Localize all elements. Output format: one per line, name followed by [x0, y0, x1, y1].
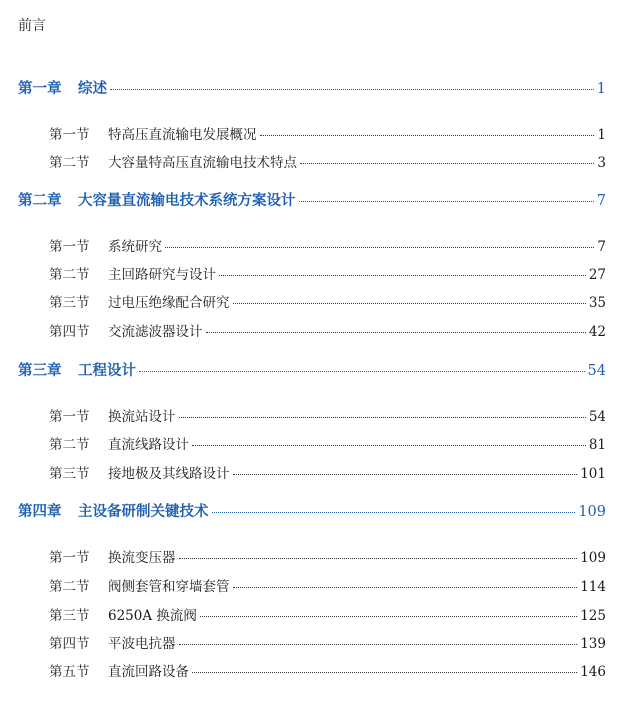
toc-section-1-2[interactable]	[49, 151, 606, 171]
section-number: 第一节	[49, 127, 90, 143]
section-number: 第二节	[49, 267, 90, 283]
toc-section-4-2[interactable]	[49, 575, 606, 595]
section-page-number: 7	[597, 239, 606, 255]
toc-chapter-1[interactable]	[18, 77, 606, 99]
dot-leader	[139, 371, 585, 372]
section-page-number: 27	[588, 267, 606, 283]
chapter-page-number: 54	[587, 363, 606, 379]
toc-section-4-1[interactable]	[49, 546, 606, 566]
section-title: 接地极及其线路设计	[108, 466, 230, 482]
chapter-number: 第一章	[18, 81, 62, 97]
preface-heading: 前言	[18, 18, 46, 34]
chapter-page-number: 1	[596, 81, 606, 97]
section-page-number: 125	[580, 608, 606, 624]
chapter-page-number: 7	[596, 193, 606, 209]
toc-section-2-4[interactable]	[49, 320, 606, 340]
section-page-number: 101	[580, 466, 606, 482]
section-page-number: 146	[580, 664, 606, 680]
section-number: 第四节	[49, 636, 90, 652]
toc-section-1-1[interactable]	[49, 123, 606, 143]
toc-section-3-2[interactable]	[49, 433, 606, 453]
section-title: 直流线路设计	[108, 437, 189, 453]
chapter-number: 第三章	[18, 363, 62, 379]
chapter-page-number: 109	[578, 504, 606, 520]
chapter-title: 大容量直流输电技术系统方案设计	[78, 193, 296, 209]
toc-chapter-4[interactable]	[18, 500, 606, 522]
toc-section-2-3[interactable]	[49, 291, 606, 311]
section-number: 第三节	[49, 466, 90, 482]
section-number: 第一节	[49, 550, 90, 566]
toc-section-3-1[interactable]	[49, 405, 606, 425]
dot-leader	[192, 672, 577, 673]
section-title: 特高压直流输电发展概况	[108, 127, 257, 143]
dot-leader	[200, 616, 577, 617]
section-title: 直流回路设备	[108, 664, 189, 680]
dot-leader	[212, 512, 576, 513]
toc-section-4-3[interactable]	[49, 604, 606, 624]
section-page-number: 109	[580, 550, 606, 566]
toc-section-2-2[interactable]	[49, 263, 606, 283]
dot-leader	[300, 163, 594, 164]
section-title: 主回路研究与设计	[108, 267, 216, 283]
section-title: 过电压绝缘配合研究	[108, 295, 230, 311]
section-title: 换流变压器	[108, 550, 176, 566]
toc-chapter-3[interactable]	[18, 359, 606, 381]
section-title: 阀侧套管和穿墙套管	[108, 579, 230, 595]
section-page-number: 3	[597, 155, 606, 171]
section-number: 第二节	[49, 579, 90, 595]
section-number: 第三节	[49, 608, 90, 624]
section-page-number: 1	[597, 127, 606, 143]
toc-chapter-2[interactable]	[18, 189, 606, 211]
dot-leader	[299, 201, 594, 202]
chapter-title: 综述	[78, 81, 107, 97]
section-page-number: 139	[580, 636, 606, 652]
dot-leader	[260, 135, 595, 136]
chapter-number: 第二章	[18, 193, 62, 209]
section-title: 系统研究	[108, 239, 162, 255]
section-title: 交流滤波器设计	[108, 324, 203, 340]
toc-section-3-3[interactable]	[49, 462, 606, 482]
section-number: 第一节	[49, 409, 90, 425]
section-page-number: 42	[588, 324, 606, 340]
dot-leader	[179, 417, 586, 418]
section-number: 第四节	[49, 324, 90, 340]
section-number: 第一节	[49, 239, 90, 255]
section-title: 平波电抗器	[108, 636, 176, 652]
section-page-number: 81	[588, 437, 606, 453]
dot-leader	[219, 275, 586, 276]
section-title: 6250A 换流阀	[108, 608, 197, 624]
dot-leader	[233, 474, 578, 475]
chapter-number: 第四章	[18, 504, 62, 520]
dot-leader	[206, 332, 586, 333]
chapter-title: 主设备研制关键技术	[78, 504, 209, 520]
toc-section-4-5[interactable]	[49, 660, 606, 680]
toc-section-4-4[interactable]	[49, 632, 606, 652]
section-number: 第三节	[49, 295, 90, 311]
section-page-number: 35	[588, 295, 606, 311]
section-page-number: 54	[588, 409, 606, 425]
dot-leader	[165, 247, 594, 248]
section-title: 大容量特高压直流输电技术特点	[108, 155, 297, 171]
dot-leader	[179, 558, 578, 559]
section-number: 第二节	[49, 437, 90, 453]
section-number: 第二节	[49, 155, 90, 171]
dot-leader	[233, 303, 586, 304]
section-page-number: 114	[580, 579, 606, 595]
chapter-title: 工程设计	[78, 363, 136, 379]
dot-leader	[233, 587, 578, 588]
section-title: 换流站设计	[108, 409, 176, 425]
section-number: 第五节	[49, 664, 90, 680]
dot-leader	[179, 644, 578, 645]
dot-leader	[110, 89, 594, 90]
dot-leader	[192, 445, 586, 446]
toc-section-2-1[interactable]	[49, 235, 606, 255]
